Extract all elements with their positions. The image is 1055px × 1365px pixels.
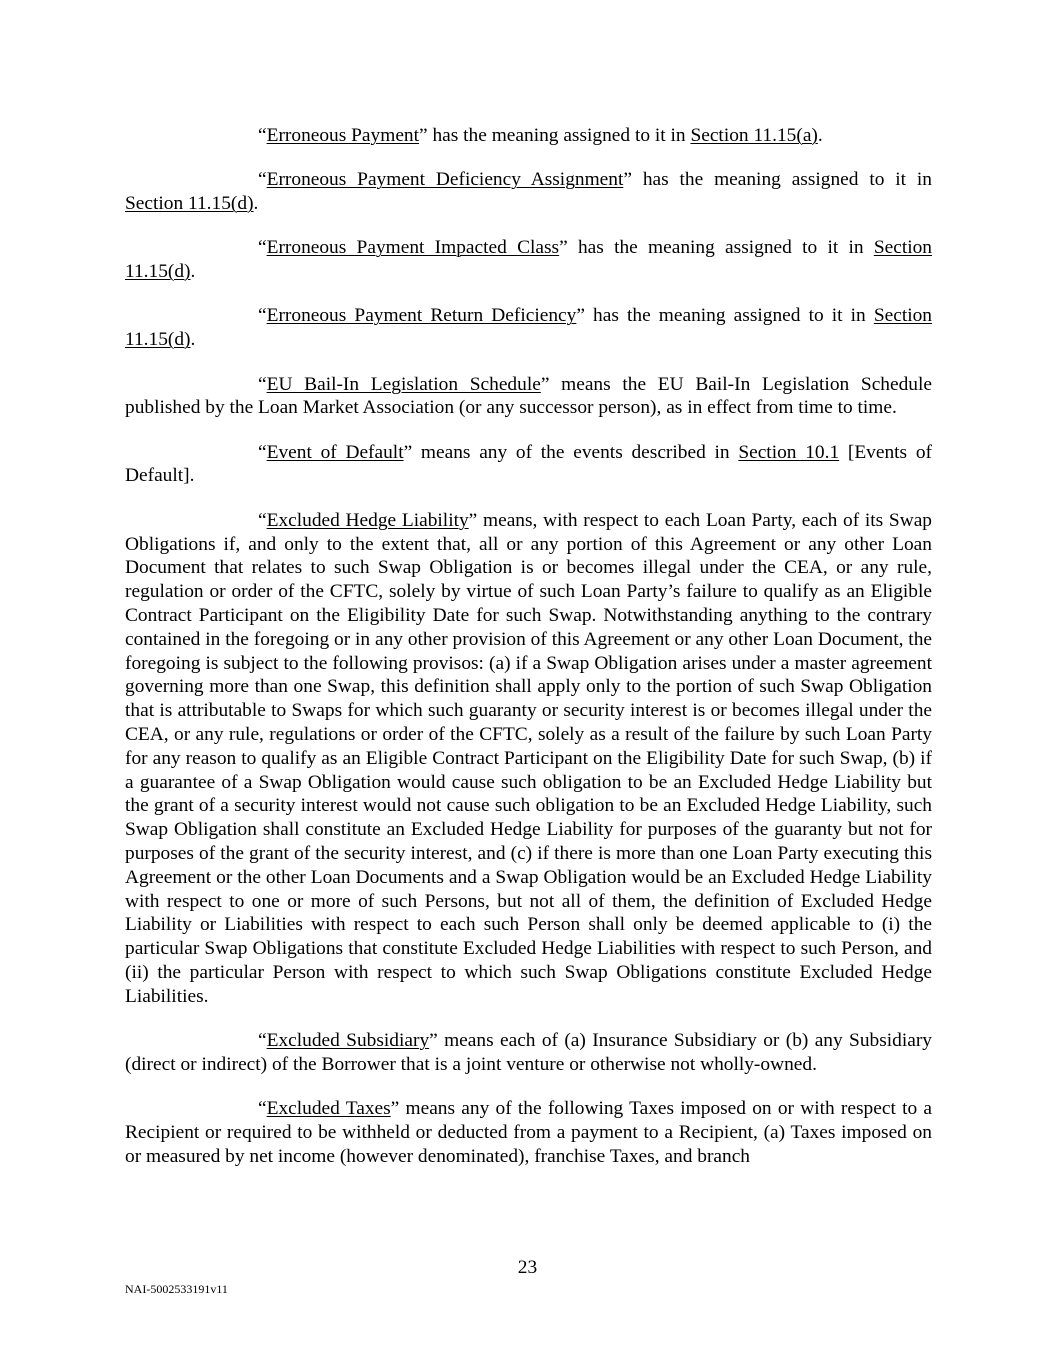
section-reference: Section 11.15(d) bbox=[125, 193, 254, 215]
definition-text: ” means any of the events described in bbox=[403, 441, 739, 463]
section-reference: Section 11.15(d) bbox=[125, 237, 932, 283]
open-quote: “ bbox=[258, 237, 267, 259]
definition-text: ” has the meaning assigned to it in bbox=[559, 237, 874, 259]
definition-text: ” has the meaning assigned to it in bbox=[576, 305, 874, 327]
defined-term: Excluded Hedge Liability bbox=[266, 509, 469, 531]
definition-erroneous-payment bbox=[125, 124, 932, 148]
defined-term: Erroneous Payment Impacted Class bbox=[266, 237, 560, 259]
defined-term: Erroneous Payment Deficiency Assignment bbox=[266, 169, 624, 191]
defined-term: Excluded Subsidiary bbox=[266, 1030, 430, 1051]
section-reference: Section 10.1 bbox=[738, 441, 840, 463]
page-number: 23 bbox=[517, 1257, 538, 1278]
definition-excluded-subsidiary bbox=[125, 1029, 932, 1077]
definition-text: ” means any of the following Taxes imposed on or with respect to a Recipient or required to be withheld or deducted from a payment to a Recipient, (a) Taxes imposed on or measured by net income (however denominated), franchise Taxes, and branch bbox=[125, 1098, 932, 1167]
definition-end: [Events of Default]. bbox=[125, 441, 932, 487]
defined-term: Excluded Taxes bbox=[266, 1098, 391, 1120]
definition-end: . bbox=[190, 261, 196, 283]
section-reference: Section 11.15(d) bbox=[125, 305, 933, 351]
definition-text: ” means, with respect to each Loan Party, each of its Swap Obligations if, and only to the extent that, all or any portion of this Agreement or any other Loan Document that relates to such Swap Obligation is or becomes illegal under the CEA, or any rule, regulation or order of the CFTC, solely by virtue of such Loan Party’s failure to qualify as an Eligible Contract Participant on the Eligibility Date for such Swap. Notwithstanding anything to the contrary contained in the foregoing or in any other provision of this Agreement or any other Loan Document, the foregoing is subject to the following provisos: (a) if a Swap Obligation arises under a master agreement governing more than one Swap, this definition shall apply only to the portion of such Swap Obligation that is attributable to Swaps for which such guaranty or security interest is or becomes illegal under the CEA, or any rule, regulations or order of the CFTC, solely as a result of the failure by such Loan Party for any reason to qualify as an Eligible Contract Participant on the Eligibility Date for such Swap, (b) if a guarantee of a Swap Obligation would cause such obligation to be an Excluded Hedge Liability but the grant of a security interest would not cause such obligation to be an Excluded Hedge Liability, such Swap Obligation shall constitute an Excluded Hedge Liability for purposes of the guaranty but not for purposes of the grant of the security interest, and (c) if there is more than one Loan Party executing this Agreement or the other Loan Documents and a Swap Obligation would be an Excluded Hedge Liability with respect to one or more of such Persons, but not all of them, the definition of Excluded Hedge Liability or Liabilities with respect to each such Person shall only be deemed applicable to (i) the particular Swap Obligations that constitute Excluded Hedge Liabilities with respect to such Person, and (ii) the particular Person with respect to which such Swap Obligations constitute Excluded Hedge Liabilities. bbox=[125, 509, 932, 1007]
definition-text: ” has the meaning assigned to it in bbox=[419, 125, 691, 146]
definition-text: ” means the EU Bail-In Legislation Schedule published by the Loan Market Association (or any successor person), as in effect from time to time. bbox=[125, 373, 932, 419]
open-quote: “ bbox=[258, 169, 267, 191]
definition-text: ” means each of (a) Insurance Subsidiary or (b) any Subsidiary (direct or indirect) of the Borrower that is a joint venture or otherwise not wholly-owned. bbox=[125, 1030, 932, 1075]
open-quote: “ bbox=[258, 1098, 267, 1120]
definition-eu-bail-in-legislation-schedule bbox=[125, 373, 932, 421]
definition-erroneous-payment-return-deficiency bbox=[125, 304, 932, 352]
defined-term: Event of Default bbox=[266, 441, 404, 463]
open-quote: “ bbox=[258, 373, 267, 395]
document-body bbox=[125, 124, 932, 1189]
open-quote: “ bbox=[258, 441, 267, 463]
definition-event-of-default bbox=[125, 441, 932, 489]
open-quote: “ bbox=[258, 1030, 267, 1051]
defined-term: Erroneous Payment bbox=[266, 125, 420, 146]
definition-text: ” has the meaning assigned to it in bbox=[623, 169, 932, 191]
definition-erroneous-payment-deficiency-assignment bbox=[125, 168, 932, 216]
open-quote: “ bbox=[258, 125, 267, 146]
definition-excluded-hedge-liability bbox=[125, 509, 932, 1009]
defined-term: EU Bail-In Legislation Schedule bbox=[266, 373, 541, 395]
section-reference: Section 11.15(a) bbox=[690, 125, 818, 146]
definition-end: . bbox=[253, 193, 259, 215]
defined-term: Erroneous Payment Return Deficiency bbox=[266, 305, 577, 327]
open-quote: “ bbox=[258, 509, 267, 531]
open-quote: “ bbox=[258, 305, 267, 327]
definition-excluded-taxes bbox=[125, 1097, 932, 1168]
definition-erroneous-payment-impacted-class bbox=[125, 236, 932, 284]
document-id: NAI-5002533191v11 bbox=[125, 1282, 228, 1296]
definition-end: . bbox=[190, 329, 196, 351]
definition-end: . bbox=[817, 125, 823, 146]
